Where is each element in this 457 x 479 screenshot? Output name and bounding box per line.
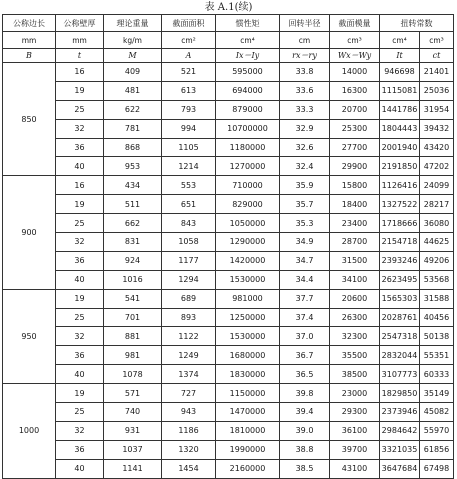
table-cell: 43420 (420, 138, 454, 157)
table-cell: 60333 (420, 365, 454, 384)
header-nominal-side: 公称边长 (3, 15, 56, 32)
table-row (3, 100, 454, 119)
table-cell: 31588 (420, 289, 454, 308)
table-cell: 55351 (420, 346, 454, 365)
table-row (3, 214, 454, 233)
table-cell: 37.4 (280, 308, 330, 327)
table-row (3, 365, 454, 384)
table-cell: 924 (104, 251, 162, 270)
table-cell: 571 (104, 384, 162, 403)
table-cell: 710000 (216, 176, 280, 195)
table-cell: 36 (56, 138, 104, 157)
table-cell: 18400 (330, 195, 380, 214)
table-row (3, 81, 454, 100)
steel-section-table (2, 14, 454, 479)
table-cell: 2373946 (380, 403, 420, 422)
table-cell: 1177 (162, 251, 216, 270)
table-cell: 50138 (420, 327, 454, 346)
table-cell: 32 (56, 119, 104, 138)
table-cell: 1530000 (216, 270, 280, 289)
table-cell: 25 (56, 308, 104, 327)
table-cell: 39700 (330, 440, 380, 459)
table-cell: 36080 (420, 214, 454, 233)
table-cell: 881 (104, 327, 162, 346)
table-cell: 36 (56, 251, 104, 270)
table-cell: 40 (56, 365, 104, 384)
table-cell: 38.5 (280, 459, 330, 478)
table-cell: 1441786 (380, 100, 420, 119)
table-cell: 2393246 (380, 251, 420, 270)
table-cell: 28217 (420, 195, 454, 214)
table-cell: 1290000 (216, 233, 280, 252)
table-cell: 25 (56, 100, 104, 119)
table-cell: 38.8 (280, 440, 330, 459)
table-cell: 893 (162, 308, 216, 327)
table-cell: 45082 (420, 403, 454, 422)
table-cell: 19 (56, 195, 104, 214)
header-section-area: 截面面积 (162, 15, 216, 32)
table-cell: 613 (162, 81, 216, 100)
table-cell: 32.4 (280, 157, 330, 176)
table-cell: 25036 (420, 81, 454, 100)
table-cell: 20700 (330, 100, 380, 119)
table-cell: 39.8 (280, 384, 330, 403)
table-cell: 15800 (330, 176, 380, 195)
symbol-cell: Wx＝Wy (330, 49, 380, 63)
table-cell: 33.6 (280, 81, 330, 100)
table-cell: 25300 (330, 119, 380, 138)
unit-cell: cm³ (420, 32, 454, 49)
table-cell: 67498 (420, 459, 454, 478)
table-cell: 1320 (162, 440, 216, 459)
unit-cell: kg/m (104, 32, 162, 49)
table-cell: 1016 (104, 270, 162, 289)
table-cell: 33.8 (280, 63, 330, 82)
header-wall-thickness: 公称壁厚 (56, 15, 104, 32)
symbol-cell: It (380, 49, 420, 63)
table-cell: 740 (104, 403, 162, 422)
table-cell: 1470000 (216, 403, 280, 422)
table-cell: 40 (56, 459, 104, 478)
table-cell: 32.9 (280, 119, 330, 138)
table-row (3, 176, 454, 195)
table-cell: 994 (162, 119, 216, 138)
table-row (3, 384, 454, 403)
unit-cell: cm⁴ (216, 32, 280, 49)
table-caption: 表 A.1(续) (204, 2, 253, 13)
table-cell: 23000 (330, 384, 380, 403)
table-cell: 931 (104, 421, 162, 440)
table-row (3, 195, 454, 214)
table-cell: 651 (162, 195, 216, 214)
table-cell: 409 (104, 63, 162, 82)
table-cell: 35.3 (280, 214, 330, 233)
unit-cell: cm² (162, 32, 216, 49)
table-cell: 19 (56, 81, 104, 100)
table-cell: 1249 (162, 346, 216, 365)
nominal-side-cell: 1000 (3, 384, 56, 478)
table-cell: 34.9 (280, 233, 330, 252)
table-cell: 689 (162, 289, 216, 308)
header-radius-of-gyration: 回转半径 (280, 15, 330, 32)
table-cell: 36 (56, 346, 104, 365)
table-cell: 28700 (330, 233, 380, 252)
table-row (3, 421, 454, 440)
table-row (3, 327, 454, 346)
table-cell: 29900 (330, 157, 380, 176)
table-cell: 26300 (330, 308, 380, 327)
table-cell: 21401 (420, 63, 454, 82)
table-cell: 44625 (420, 233, 454, 252)
table-cell: 2623495 (380, 270, 420, 289)
table-cell: 3321035 (380, 440, 420, 459)
table-cell: 843 (162, 214, 216, 233)
table-row (3, 403, 454, 422)
table-cell: 981 (104, 346, 162, 365)
table-cell: 1804443 (380, 119, 420, 138)
table-cell: 32.6 (280, 138, 330, 157)
symbol-cell: B (3, 49, 56, 63)
table-cell: 23400 (330, 214, 380, 233)
table-cell: 943 (162, 403, 216, 422)
table-row (3, 346, 454, 365)
table-cell: 47202 (420, 157, 454, 176)
table-cell: 37.0 (280, 327, 330, 346)
table-cell: 39.4 (280, 403, 330, 422)
table-cell: 981000 (216, 289, 280, 308)
table-cell: 2547318 (380, 327, 420, 346)
table-row (3, 289, 454, 308)
table-cell: 694000 (216, 81, 280, 100)
table-cell: 781 (104, 119, 162, 138)
table-cell: 2160000 (216, 459, 280, 478)
table-row (3, 157, 454, 176)
table-cell: 39432 (420, 119, 454, 138)
table-row (3, 251, 454, 270)
header-moment-of-inertia: 惯性矩 (216, 15, 280, 32)
table-cell: 38500 (330, 365, 380, 384)
table-cell: 829000 (216, 195, 280, 214)
table-cell: 55970 (420, 421, 454, 440)
table-cell: 29300 (330, 403, 380, 422)
table-cell: 1250000 (216, 308, 280, 327)
table-cell: 1180000 (216, 138, 280, 157)
table-cell: 1829850 (380, 384, 420, 403)
table-cell: 34.7 (280, 251, 330, 270)
table-cell: 481 (104, 81, 162, 100)
table-cell: 10700000 (216, 119, 280, 138)
table-cell: 2001940 (380, 138, 420, 157)
symbol-cell: ct (420, 49, 454, 63)
table-cell: 19 (56, 384, 104, 403)
table-cell: 61856 (420, 440, 454, 459)
table-cell: 1530000 (216, 327, 280, 346)
table-cell: 25 (56, 403, 104, 422)
table-cell: 19 (56, 289, 104, 308)
table-cell: 1141 (104, 459, 162, 478)
table-cell: 1294 (162, 270, 216, 289)
table-cell: 1058 (162, 233, 216, 252)
table-cell: 434 (104, 176, 162, 195)
header-theoretical-weight: 理论重量 (104, 15, 162, 32)
table-cell: 1565303 (380, 289, 420, 308)
table-cell: 1122 (162, 327, 216, 346)
table-cell: 36.5 (280, 365, 330, 384)
table-cell: 2832044 (380, 346, 420, 365)
table-body (3, 63, 454, 479)
table-cell: 511 (104, 195, 162, 214)
table-cell: 3647684 (380, 459, 420, 478)
table-row (3, 119, 454, 138)
header-row-names (3, 15, 454, 32)
table-cell: 49206 (420, 251, 454, 270)
table-cell: 34100 (330, 270, 380, 289)
table-cell: 39.0 (280, 421, 330, 440)
table-cell: 1115081 (380, 81, 420, 100)
table-cell: 36100 (330, 421, 380, 440)
table-cell: 31500 (330, 251, 380, 270)
table-row (3, 233, 454, 252)
symbol-cell: Ix＝Iy (216, 49, 280, 63)
table-cell: 3107773 (380, 365, 420, 384)
table-cell: 953 (104, 157, 162, 176)
symbol-cell: M (104, 49, 162, 63)
table-cell: 1037 (104, 440, 162, 459)
table-cell: 595000 (216, 63, 280, 82)
table-cell: 33.3 (280, 100, 330, 119)
table-cell: 16300 (330, 81, 380, 100)
header-row-units (3, 32, 454, 49)
table-cell: 14000 (330, 63, 380, 82)
table-cell: 31954 (420, 100, 454, 119)
table-cell: 622 (104, 100, 162, 119)
table-cell: 32 (56, 327, 104, 346)
table-cell: 36 (56, 440, 104, 459)
table-cell: 2984642 (380, 421, 420, 440)
table-cell: 32 (56, 421, 104, 440)
symbol-cell: A (162, 49, 216, 63)
table-cell: 40 (56, 157, 104, 176)
table-cell: 701 (104, 308, 162, 327)
table-cell: 34.4 (280, 270, 330, 289)
table-cell: 2028761 (380, 308, 420, 327)
table-cell: 1830000 (216, 365, 280, 384)
table-cell: 1126416 (380, 176, 420, 195)
table-cell: 946698 (380, 63, 420, 82)
table-cell: 1186 (162, 421, 216, 440)
table-cell: 1680000 (216, 346, 280, 365)
unit-cell: cm (280, 32, 330, 49)
nominal-side-cell: 900 (3, 176, 56, 289)
table-cell: 1718666 (380, 214, 420, 233)
table-cell: 37.7 (280, 289, 330, 308)
table-cell: 2154718 (380, 233, 420, 252)
table-cell: 727 (162, 384, 216, 403)
table-cell: 35149 (420, 384, 454, 403)
table-cell: 35.9 (280, 176, 330, 195)
table-cell: 1050000 (216, 214, 280, 233)
table-cell: 32 (56, 233, 104, 252)
unit-cell: mm (56, 32, 104, 49)
table-cell: 1810000 (216, 421, 280, 440)
table-cell: 36.7 (280, 346, 330, 365)
nominal-side-cell: 950 (3, 289, 56, 383)
table-cell: 541 (104, 289, 162, 308)
symbol-cell: t (56, 49, 104, 63)
table-cell: 1990000 (216, 440, 280, 459)
table-cell: 879000 (216, 100, 280, 119)
table-cell: 40 (56, 270, 104, 289)
table-cell: 553 (162, 176, 216, 195)
table-row (3, 63, 454, 82)
table-cell: 1214 (162, 157, 216, 176)
header-section-modulus: 截面模量 (330, 15, 380, 32)
table-cell: 2191850 (380, 157, 420, 176)
table-cell: 868 (104, 138, 162, 157)
table-cell: 662 (104, 214, 162, 233)
table-cell: 53568 (420, 270, 454, 289)
table-cell: 1374 (162, 365, 216, 384)
table-cell: 521 (162, 63, 216, 82)
table-cell: 24099 (420, 176, 454, 195)
nominal-side-cell: 850 (3, 63, 56, 176)
table-cell: 16 (56, 176, 104, 195)
header-row-symbols (3, 49, 454, 63)
table-cell: 1150000 (216, 384, 280, 403)
table-cell: 35.7 (280, 195, 330, 214)
table-cell: 1327522 (380, 195, 420, 214)
table-row (3, 440, 454, 459)
table-row (3, 459, 454, 478)
table-cell: 20600 (330, 289, 380, 308)
symbol-cell: rx＝ry (280, 49, 330, 63)
table-cell: 43100 (330, 459, 380, 478)
table-cell: 16 (56, 63, 104, 82)
header-torsion-constant: 扭转常数 (380, 15, 454, 32)
table-cell: 25 (56, 214, 104, 233)
table-cell: 40456 (420, 308, 454, 327)
table-cell: 1078 (104, 365, 162, 384)
table-cell: 831 (104, 233, 162, 252)
table-row (3, 138, 454, 157)
table-cell: 1270000 (216, 157, 280, 176)
table-row (3, 270, 454, 289)
table-cell: 1105 (162, 138, 216, 157)
table-cell: 32300 (330, 327, 380, 346)
table-cell: 1454 (162, 459, 216, 478)
table-row (3, 308, 454, 327)
unit-cell: mm (3, 32, 56, 49)
table-cell: 793 (162, 100, 216, 119)
unit-cell: cm⁴ (380, 32, 420, 49)
table-cell: 27700 (330, 138, 380, 157)
table-cell: 1420000 (216, 251, 280, 270)
table-cell: 35500 (330, 346, 380, 365)
unit-cell: cm³ (330, 32, 380, 49)
